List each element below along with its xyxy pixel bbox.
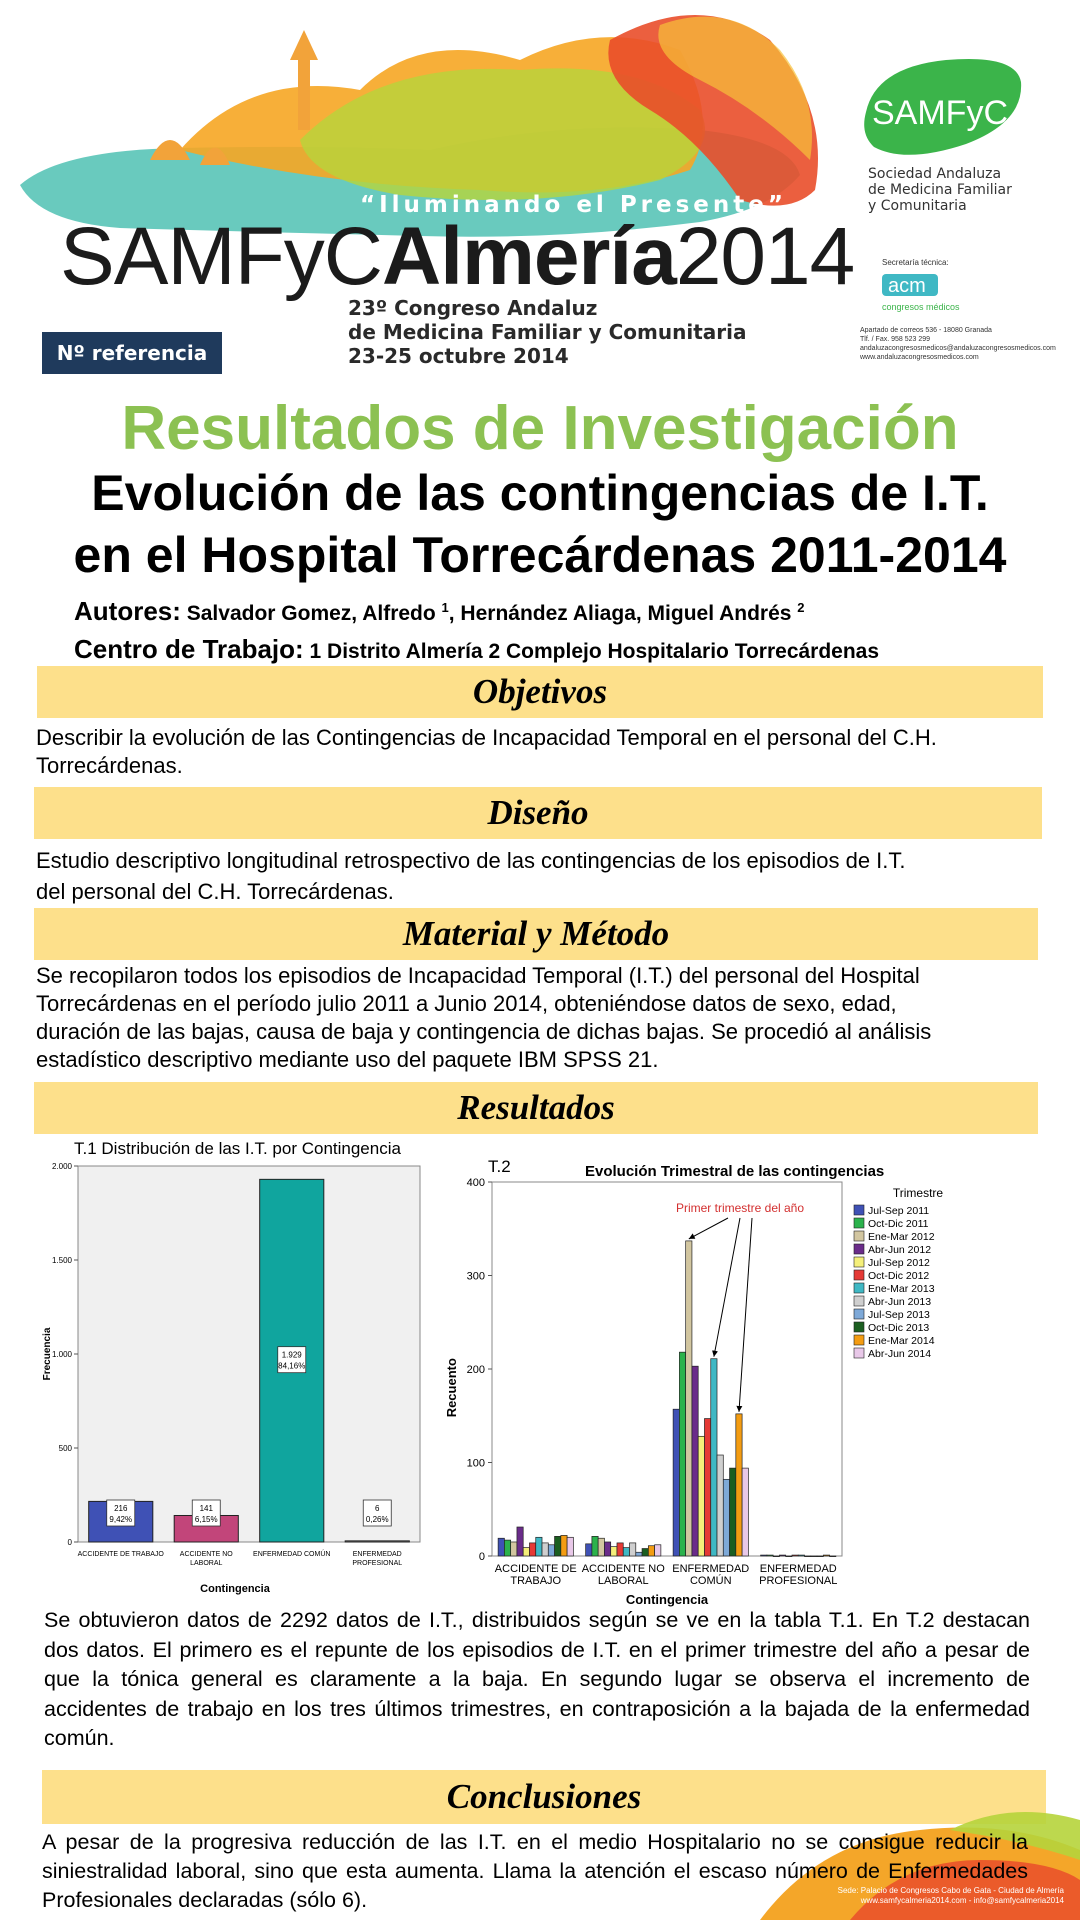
chart-t2-bar <box>711 1359 717 1556</box>
chart-t2-legend-label: Ene-Mar 2014 <box>868 1335 935 1347</box>
chart-t2-bar <box>542 1543 548 1556</box>
chart-t2-bar <box>786 1556 792 1557</box>
brand-bold: Almería <box>382 211 676 302</box>
chart-t2-bar <box>598 1538 604 1556</box>
author-name-1: Salvador Gomez, Alfredo <box>186 602 442 625</box>
section-heading-conclusiones: Conclusiones <box>42 1770 1046 1824</box>
chart-t2-legend-swatch <box>854 1348 864 1358</box>
chart-t2-bar <box>811 1556 817 1557</box>
chart-t2-bar <box>630 1543 636 1556</box>
chart-t2-legend-swatch <box>854 1322 864 1332</box>
chart-t2-bar <box>823 1555 829 1556</box>
society-line: de Medicina Familiar <box>868 182 1012 198</box>
chart-t1-title: T.1 Distribución de las I.T. por Contingencia <box>74 1139 401 1158</box>
chart-t2-legend-label: Abr-Jun 2013 <box>868 1296 932 1308</box>
section-heading-material-metodo: Material y Método <box>34 908 1038 960</box>
chart-t2-bar <box>686 1241 692 1556</box>
chart-t2-bar <box>779 1555 785 1556</box>
chart-t1-data-label: 9,42% <box>109 1515 133 1524</box>
chart-t2-bar <box>517 1527 523 1556</box>
chart-t1-data-label: 6 <box>375 1504 380 1513</box>
chart-t2-bar <box>642 1549 648 1556</box>
text-line: duración de las bajas, causa de baja y contingencia de dichas bajas. Se procedió al análisis <box>36 1019 932 1044</box>
chart-t2-y-tick-label: 300 <box>466 1270 485 1283</box>
author-affiliation-1: 1 <box>441 600 449 615</box>
chart-t1-y-tick-label: 0 <box>67 1538 72 1547</box>
chart-t2-bar <box>586 1544 592 1556</box>
chart-t2-title: Evolución Trimestral de las contingencias <box>585 1163 885 1180</box>
chart-t1-x-axis-label: Contingencia <box>200 1583 270 1595</box>
chart-t2-bar <box>648 1546 654 1556</box>
chart-t1-plot-area <box>78 1166 420 1542</box>
chart-t2-bar <box>536 1537 542 1556</box>
chart-t2-category-label: PROFESIONAL <box>759 1575 838 1587</box>
chart-t2-bar <box>798 1555 804 1556</box>
text-line: Torrecárdenas en el período julio 2011 a Junio 2014, obteniéndose datos de sexo, edad, <box>36 991 897 1016</box>
chart-t2-bar <box>623 1548 629 1556</box>
chart-t1-data-label: 141 <box>199 1504 213 1513</box>
chart-t2-bar <box>717 1455 723 1556</box>
congress-brand <box>60 210 854 304</box>
chart-t1-y-tick-label: 500 <box>58 1444 72 1453</box>
contact-line: Apartado de correos 536 - 18080 Granada <box>860 327 992 334</box>
chart-t2-bar <box>830 1556 836 1557</box>
chart-t2-y-tick-label: 0 <box>478 1551 485 1563</box>
chart-t1-bar <box>345 1541 409 1542</box>
chart-t2-legend-swatch <box>854 1257 864 1267</box>
brand-light: SAMFyC <box>60 211 382 302</box>
chart-t2-legend-label: Ene-Mar 2012 <box>868 1231 935 1243</box>
chart-t2-legend-label: Abr-Jun 2014 <box>868 1348 932 1360</box>
chart-t2-category-label: ACCIDENTE DE <box>494 1563 577 1575</box>
chart-t2-bar <box>567 1537 573 1556</box>
chart-t2-legend-swatch <box>854 1283 864 1293</box>
section-text-diseno <box>36 845 906 907</box>
chart-t2-bar <box>548 1545 554 1556</box>
congress-name-line1: 23º Congreso Andaluz <box>348 296 598 320</box>
workplace-text: 1 Distrito Almería 2 Complejo Hospitalario Torrecárdenas <box>309 640 880 663</box>
section-text-resultados: Se obtuvieron datos de 2292 datos de I.T., distribuidos según se ve en la tabla T.1. En T.2 destacan dos datos. El primero es el repunte de los episodios de I.T. en el primer trimestre del año a pesar de que la tónica general es claramente a la baja. En segundo lugar se observa el incremento de accidentes de trabajo en los tres últimos trimestres, en contraposición a la bajada de la enfermedad común. <box>44 1608 1030 1750</box>
chart-t2-bar <box>736 1414 742 1556</box>
congress-dates: 23-25 octubre 2014 <box>348 344 569 368</box>
chart-t2-bar <box>792 1555 798 1556</box>
chart-t2-bar <box>704 1419 710 1556</box>
chart-t2-plot-area <box>492 1182 842 1556</box>
chart-t2-bar <box>698 1436 704 1556</box>
chart-t2-y-axis-label: Recuento <box>444 1358 459 1418</box>
chart-t2-category-label: ENFERMEDAD <box>672 1563 750 1575</box>
chart-t2-bar <box>761 1555 767 1556</box>
text-line: del personal del C.H. Torrecárdenas. <box>36 879 394 904</box>
chart-t2-annotation: Primer trimestre del año <box>675 1201 805 1215</box>
workplace-label: Centro de Trabajo: <box>74 634 304 664</box>
chart-t1-category-label: ACCIDENTE NO <box>179 1551 233 1558</box>
chart-t2-category-label: ENFERMEDAD <box>759 1563 837 1575</box>
chart-t1-category-label: LABORAL <box>190 1560 223 1567</box>
chart-t2-legend-label: Jul-Sep 2013 <box>868 1309 930 1321</box>
chart-t1 <box>30 1136 450 1598</box>
chart-t1-y-axis-label: Frecuencia <box>42 1327 53 1381</box>
paper-title <box>0 462 1080 586</box>
chart-t2-bar <box>604 1542 610 1556</box>
acm-logo-subtext: congresos médicos <box>882 302 960 312</box>
acm-logo-text: acm <box>888 275 926 297</box>
congress-name-line2: de Medicina Familiar y Comunitaria <box>348 320 747 344</box>
chart-t2-bar <box>817 1556 823 1557</box>
chart-t2-legend-swatch <box>854 1270 864 1280</box>
chart-t2-category-label: LABORAL <box>597 1575 649 1587</box>
poster-header <box>0 0 1080 380</box>
chart-t2-bar <box>611 1547 617 1556</box>
acm-logo <box>880 272 990 320</box>
samfyc-logo <box>856 52 1026 160</box>
chart-t2-bar <box>773 1556 779 1557</box>
chart-t2-bar <box>555 1536 561 1556</box>
chart-t2-bar <box>636 1552 642 1556</box>
chart-t2-category-label: COMÚN <box>689 1575 732 1587</box>
chart-t2-label: T.2 <box>488 1157 511 1176</box>
society-line: y Comunitaria <box>868 198 967 214</box>
chart-t2-legend-label: Abr-Jun 2012 <box>868 1244 932 1256</box>
text-line: Se recopilaron todos los episodios de Incapacidad Temporal (I.T.) del personal del Hospital <box>36 963 920 988</box>
chart-t1-data-label: 0,26% <box>365 1515 389 1524</box>
chart-t2-bar <box>523 1548 529 1556</box>
chart-t2-x-axis-label: Contingencia <box>625 1592 709 1607</box>
chart-t2-bar <box>679 1352 685 1556</box>
venue-line: Sede: Palacio de Congresos Cabo de Gata - Ciudad de Almería <box>837 1886 1064 1895</box>
chart-t2-legend-label: Oct-Dic 2011 <box>868 1218 929 1230</box>
text-line: Estudio descriptivo longitudinal retrospectivo de las contingencias de los episodios de I.T. <box>36 848 906 873</box>
chart-t2-bar <box>592 1536 598 1556</box>
chart-t2-y-tick-label: 100 <box>466 1457 485 1470</box>
society-name <box>868 166 1012 214</box>
chart-t2-category-label: ACCIDENTE NO <box>581 1563 665 1575</box>
paper-title-line: en el Hospital Torrecárdenas 2011-2014 <box>73 527 1007 583</box>
section-heading-diseno: Diseño <box>34 787 1042 839</box>
chart-t2-bar <box>655 1545 661 1556</box>
chart-t2-legend-swatch <box>854 1231 864 1241</box>
authors-label: Autores: <box>74 596 181 626</box>
chart-t2-bar <box>742 1468 748 1556</box>
chart-t2-legend-label: Jul-Sep 2012 <box>868 1257 930 1269</box>
contact-line: Tlf. / Fax. 958 523 299 <box>860 336 931 343</box>
chart-t2-legend-swatch <box>854 1335 864 1345</box>
chart-t2-legend-swatch <box>854 1296 864 1306</box>
chart-t1-y-tick-label: 1.000 <box>51 1350 72 1359</box>
chart-t1-data-label: 216 <box>114 1504 128 1513</box>
chart-t2-bar <box>511 1542 517 1556</box>
text-line: Torrecárdenas. <box>36 753 183 778</box>
chart-t1-category-label: ENFERMEDAD <box>352 1551 402 1558</box>
section-text-objetivos <box>36 724 937 780</box>
chart-t2-legend-swatch <box>854 1205 864 1215</box>
chart-t2-bar <box>767 1555 773 1556</box>
venue-line: www.samfycalmeria2014.com - info@samfycalmeria2014 <box>860 1896 1064 1905</box>
congress-slogan: “Iluminando el Presente” <box>360 192 787 218</box>
paper-title-line: Evolución de las contingencias de I.T. <box>91 465 989 521</box>
chart-t2-category-label: TRABAJO <box>510 1575 562 1587</box>
reference-badge: Nº referencia <box>42 332 222 374</box>
author-affiliation-2: 2 <box>797 600 805 615</box>
authors-line <box>74 596 805 627</box>
author-name-2: , Hernández Aliaga, Miguel Andrés <box>448 602 798 625</box>
chart-t2-y-tick-label: 200 <box>466 1364 485 1376</box>
section-heading-resultados: Resultados <box>34 1082 1038 1134</box>
chart-t2-legend-swatch <box>854 1218 864 1228</box>
chart-t2-legend-swatch <box>854 1309 864 1319</box>
chart-t2-bar <box>805 1556 811 1557</box>
chart-t2-legend-label: Oct-Dic 2013 <box>868 1322 930 1334</box>
chart-t2-legend-title: Trimestre <box>892 1186 944 1200</box>
contact-line: www.andaluzacongresosmedicos.com <box>860 354 979 361</box>
chart-t2-bar <box>617 1543 623 1556</box>
contact-line: andaluzacongresosmedicos@andaluzacongresosmedicos.com <box>860 345 1056 352</box>
society-line: Sociedad Andaluza <box>868 166 1002 182</box>
text-line: Describir la evolución de las Contingencias de Incapacidad Temporal en el personal del C.H. <box>36 725 937 750</box>
chart-t2-bar <box>673 1409 679 1556</box>
poster-main-title: Resultados de Investigación <box>121 394 959 463</box>
chart-t2-legend-swatch <box>854 1244 864 1254</box>
contact-info <box>860 326 1056 362</box>
chart-t1-y-tick-label: 2.000 <box>51 1162 72 1171</box>
chart-t2 <box>440 1150 960 1610</box>
chart-t1-data-label: 84,16% <box>278 1361 306 1371</box>
chart-t1-y-tick-label: 1.500 <box>51 1256 72 1265</box>
chart-t2-bar <box>561 1535 567 1556</box>
workplace-line <box>74 634 879 665</box>
chart-t2-legend-label: Jul-Sep 2011 <box>868 1205 930 1217</box>
section-heading-objetivos: Objetivos <box>37 666 1043 718</box>
chart-t2-bar <box>692 1366 698 1556</box>
venue-info <box>780 1886 1064 1906</box>
chart-t2-bar <box>529 1543 535 1556</box>
chart-t2-legend-label: Oct-Dic 2012 <box>868 1270 930 1282</box>
chart-t2-legend-label: Ene-Mar 2013 <box>868 1283 935 1295</box>
brand-year: 2014 <box>675 211 855 302</box>
text-line: estadístico descriptivo mediante uso del paquete IBM SPSS 21. <box>36 1047 659 1072</box>
chart-t1-category-label: PROFESIONAL <box>352 1560 403 1567</box>
chart-t2-bar <box>730 1468 736 1556</box>
chart-t2-bar <box>723 1479 729 1556</box>
chart-t1-category-label: ENFERMEDAD COMÚN <box>253 1551 331 1558</box>
secretaria-label: Secretaría técnica: <box>882 258 949 267</box>
chart-t2-bar <box>498 1538 504 1556</box>
chart-t1-category-label: ACCIDENTE DE TRABAJO <box>77 1551 164 1558</box>
section-text-material-metodo <box>36 962 931 1074</box>
chart-t1-data-label: 6,15% <box>194 1515 218 1524</box>
chart-t1-data-label: 1.929 <box>281 1350 302 1360</box>
section-text-conclusiones: A pesar de la progresiva reducción de las I.T. en el medio Hospitalario no se consigue reducir la siniestralidad laboral, sino que esta aumenta. Llama la atención el escaso número de Enfermedades Profesionales declaradas (sólo 6). <box>42 1830 1028 1912</box>
chart-t2-y-tick-label: 400 <box>466 1177 485 1189</box>
chart-t2-bar <box>504 1540 510 1556</box>
samfyc-logo-text: SAMFyC <box>872 94 1008 132</box>
